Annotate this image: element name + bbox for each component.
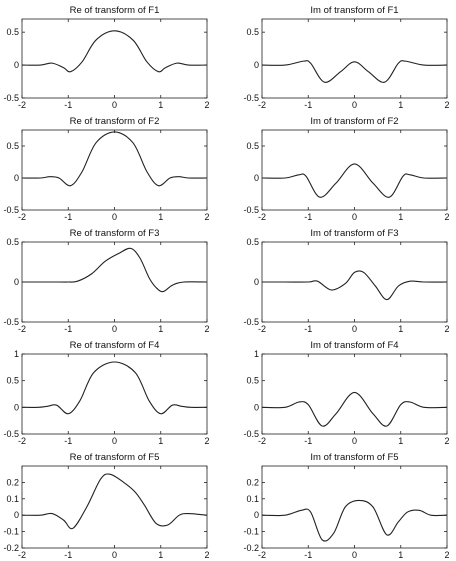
y-tick-label: 0 — [13, 60, 19, 71]
x-tick-label: 1 — [158, 212, 164, 222]
x-tick-label: -1 — [64, 550, 73, 560]
x-tick-label: -2 — [257, 550, 267, 560]
x-tick-label: -2 — [257, 324, 267, 334]
y-tick-label: 0 — [13, 173, 19, 183]
x-tick-label: 1 — [158, 550, 164, 560]
axes-frame — [262, 466, 447, 548]
series-line — [262, 61, 447, 83]
x-tick-label: 2 — [204, 436, 210, 446]
plot-title: Im of transform of F2 — [310, 116, 399, 127]
x-tick-label: 0 — [351, 324, 358, 334]
plot-panel-10 — [243, 452, 449, 560]
y-tick-label: -0.5 — [3, 429, 19, 439]
x-tick-label: 0 — [351, 100, 358, 110]
series-line — [22, 31, 207, 72]
y-tick-label: -0.5 — [3, 93, 19, 103]
plot-title: Re of transform of F4 — [69, 340, 160, 351]
x-tick-label: 2 — [204, 212, 210, 222]
plot-panel-1 — [3, 5, 209, 110]
y-tick-label: -0.1 — [243, 526, 259, 537]
x-tick-label: -2 — [17, 324, 27, 334]
y-tick-label: 0.5 — [246, 375, 259, 386]
y-tick-label: 0 — [13, 402, 19, 413]
plot-title: Re of transform of F1 — [69, 5, 160, 16]
x-tick-label: 1 — [158, 436, 164, 446]
x-tick-label: -2 — [17, 550, 27, 560]
axes-frame — [22, 466, 207, 548]
y-tick-label: 0.5 — [246, 27, 259, 38]
x-tick-label: 0 — [111, 436, 118, 446]
series-line — [262, 271, 447, 300]
x-tick-label: -2 — [257, 212, 267, 222]
plot-panel-8 — [243, 340, 449, 446]
y-tick-label: 0 — [253, 60, 259, 71]
y-tick-label: 0 — [253, 173, 259, 183]
y-tick-label: 0.5 — [6, 141, 19, 151]
series-line — [262, 164, 447, 197]
x-tick-label: 1 — [398, 212, 404, 222]
y-tick-label: -0.5 — [243, 93, 259, 103]
x-tick-label: 0 — [351, 436, 358, 446]
plot-panel-6 — [243, 228, 449, 334]
x-tick-label: 2 — [444, 436, 450, 446]
y-tick-label: -0.5 — [3, 317, 19, 327]
y-tick-label: 0.5 — [6, 27, 19, 38]
x-tick-label: 0 — [351, 212, 358, 222]
x-tick-label: 1 — [398, 100, 404, 110]
x-tick-label: -2 — [257, 100, 267, 110]
x-tick-label: 2 — [204, 324, 210, 334]
plot-title: Re of transform of F3 — [69, 228, 160, 239]
plot-title: Im of transform of F1 — [310, 5, 399, 16]
y-tick-label: 0.5 — [246, 141, 259, 151]
x-tick-label: 1 — [158, 100, 164, 110]
y-tick-label: -0.5 — [3, 205, 19, 215]
plot-panel-4 — [243, 116, 449, 222]
axes-frame — [262, 19, 447, 98]
y-tick-label: 1 — [253, 349, 259, 359]
x-tick-label: -1 — [64, 212, 73, 222]
series-line — [262, 392, 447, 426]
series-line — [22, 474, 207, 529]
axes-frame — [22, 130, 207, 210]
x-tick-label: 2 — [444, 324, 450, 334]
series-line — [22, 248, 207, 291]
x-tick-label: 1 — [398, 550, 404, 560]
x-tick-label: 2 — [444, 550, 450, 560]
x-tick-label: -1 — [304, 212, 313, 222]
x-tick-label: 2 — [204, 550, 210, 560]
x-tick-label: 0 — [111, 324, 118, 334]
x-tick-label: -2 — [17, 436, 27, 446]
y-tick-label: 0.1 — [246, 493, 259, 504]
x-tick-label: 0 — [111, 212, 118, 222]
y-tick-label: -0.5 — [243, 317, 259, 327]
x-tick-label: -1 — [304, 436, 313, 446]
x-tick-label: -2 — [17, 100, 27, 110]
x-tick-label: -1 — [64, 100, 73, 110]
y-tick-label: 0.1 — [6, 493, 19, 504]
y-tick-label: 0.5 — [6, 237, 19, 247]
y-tick-label: 0 — [13, 510, 19, 521]
plot-title: Im of transform of F4 — [310, 340, 399, 351]
plot-panel-5 — [3, 228, 209, 334]
plot-title: Im of transform of F3 — [310, 228, 399, 239]
x-tick-label: 2 — [204, 100, 210, 110]
axes-frame — [262, 354, 447, 434]
series-line — [22, 362, 207, 414]
x-tick-label: -1 — [304, 100, 313, 110]
x-tick-label: 1 — [158, 324, 164, 334]
x-tick-label: -1 — [304, 550, 313, 560]
x-tick-label: 1 — [398, 324, 404, 334]
x-tick-label: 0 — [111, 550, 118, 560]
plot-title: Im of transform of F5 — [310, 452, 399, 463]
axes-frame — [22, 354, 207, 434]
x-tick-label: -1 — [64, 324, 73, 334]
y-tick-label: -0.5 — [243, 205, 259, 215]
x-tick-label: -1 — [304, 324, 313, 334]
plot-panel-9 — [3, 452, 209, 560]
y-tick-label: -0.5 — [243, 429, 259, 439]
y-tick-label: 0.2 — [246, 477, 259, 488]
y-tick-label: -0.2 — [3, 543, 19, 553]
x-tick-label: -1 — [64, 436, 73, 446]
y-tick-label: 0 — [253, 277, 259, 287]
y-tick-label: -0.1 — [3, 526, 19, 537]
x-tick-label: -2 — [17, 212, 27, 222]
y-tick-label: 0 — [13, 277, 19, 287]
plot-panel-2 — [243, 5, 449, 110]
x-tick-label: 0 — [111, 100, 118, 110]
plot-panel-7 — [3, 340, 209, 446]
y-tick-label: 0.5 — [246, 237, 259, 247]
x-tick-label: 2 — [444, 212, 450, 222]
y-tick-label: 0 — [253, 402, 259, 413]
series-line — [262, 500, 447, 541]
plot-title: Re of transform of F5 — [69, 452, 160, 463]
y-tick-label: -0.2 — [243, 543, 259, 553]
y-tick-label: 1 — [13, 349, 19, 359]
x-tick-label: 2 — [444, 100, 450, 110]
y-tick-label: 0.5 — [6, 375, 19, 386]
axes-frame — [262, 130, 447, 210]
plot-panel-3 — [3, 116, 209, 222]
y-tick-label: 0 — [253, 510, 259, 521]
plot-title: Re of transform of F2 — [69, 116, 160, 127]
x-tick-label: 1 — [398, 436, 404, 446]
x-tick-label: -2 — [257, 436, 267, 446]
series-line — [22, 132, 207, 186]
y-tick-label: 0.2 — [6, 477, 19, 488]
x-tick-label: 0 — [351, 550, 358, 560]
